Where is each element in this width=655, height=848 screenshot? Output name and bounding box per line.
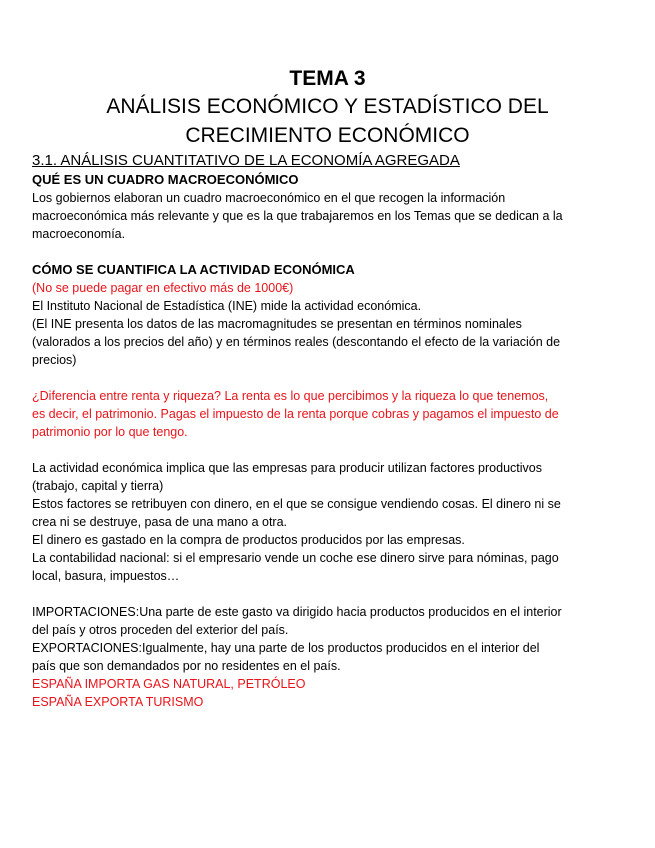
red-paragraph-line: ESPAÑA IMPORTA GAS NATURAL, PETRÓLEO — [32, 677, 306, 691]
red-paragraph-line: ESPAÑA EXPORTA TURISMO — [32, 695, 204, 709]
paragraph-line: país que son demandados por no residentes en el país. — [32, 659, 341, 673]
paragraph-line: del país y otros proceden del exterior del país. — [32, 623, 289, 637]
document-body — [32, 171, 627, 711]
heading-actividad-economica: CÓMO SE CUANTIFICA LA ACTIVIDAD ECONÓMICA — [32, 262, 355, 277]
red-note: (No se puede pagar en efectivo más de 1000€) — [32, 281, 294, 295]
paragraph-line: Los gobiernos elaboran un cuadro macroeconómico en el que recogen la información — [32, 191, 506, 205]
paragraph-line: Estos factores se retribuyen con dinero, en el que se consigue vendiendo cosas. El dinero ni se — [32, 497, 561, 511]
document-title-line-1: ANÁLISIS ECONÓMICO Y ESTADÍSTICO DEL — [106, 95, 549, 118]
paragraph-line: (El INE presenta los datos de las macromagnitudes se presentan en términos nominales — [32, 317, 522, 331]
document-title-line-2: CRECIMIENTO ECONÓMICO — [185, 124, 470, 147]
paragraph-line: EXPORTACIONES:Igualmente, hay una parte de los productos producidos en el interior del — [32, 641, 540, 655]
paragraph-line: IMPORTACIONES:Una parte de este gasto va dirigido hacia productos producidos en el interior — [32, 605, 562, 619]
red-paragraph-line: patrimonio por lo que tengo. — [32, 425, 188, 439]
paragraph-line: La actividad económica implica que las empresas para producir utilizan factores productivos — [32, 461, 542, 475]
paragraph-line: precios) — [32, 353, 77, 367]
paragraph-line: crea ni se destruye, pasa de una mano a otra. — [32, 515, 288, 529]
paragraph-line: El dinero es gastado en la compra de productos producidos por las empresas. — [32, 533, 465, 547]
heading-cuadro-macroeconomico: QUÉ ES UN CUADRO MACROECONÓMICO — [32, 172, 299, 187]
tema-heading: TEMA 3 — [289, 67, 366, 90]
paragraph-line: local, basura, impuestos… — [32, 569, 180, 583]
red-paragraph-line: ¿Diferencia entre renta y riqueza? La renta es lo que percibimos y la riqueza lo que tenemos, — [32, 389, 549, 403]
paragraph-line: (trabajo, capital y tierra) — [32, 479, 164, 493]
red-paragraph-line: es decir, el patrimonio. Pagas el impuesto de la renta porque cobras y pagamos el impuesto de — [32, 407, 559, 421]
paragraph-line: El Instituto Nacional de Estadística (INE) mide la actividad económica. — [32, 299, 422, 313]
paragraph-line: macroeconómica más relevante y que es la que trabajaremos en los Temas que se dedican a la — [32, 209, 563, 223]
section-heading: 3.1. ANÁLISIS CUANTITATIVO DE LA ECONOMÍA AGREGADA — [32, 152, 460, 169]
paragraph-line: (valorados a los precios del año) y en términos reales (descontando el efecto de la variación de — [32, 335, 561, 349]
paragraph-line: La contabilidad nacional: si el empresario vende un coche ese dinero sirve para nóminas, pago — [32, 551, 559, 565]
paragraph-line: macroeconomía. — [32, 227, 126, 241]
